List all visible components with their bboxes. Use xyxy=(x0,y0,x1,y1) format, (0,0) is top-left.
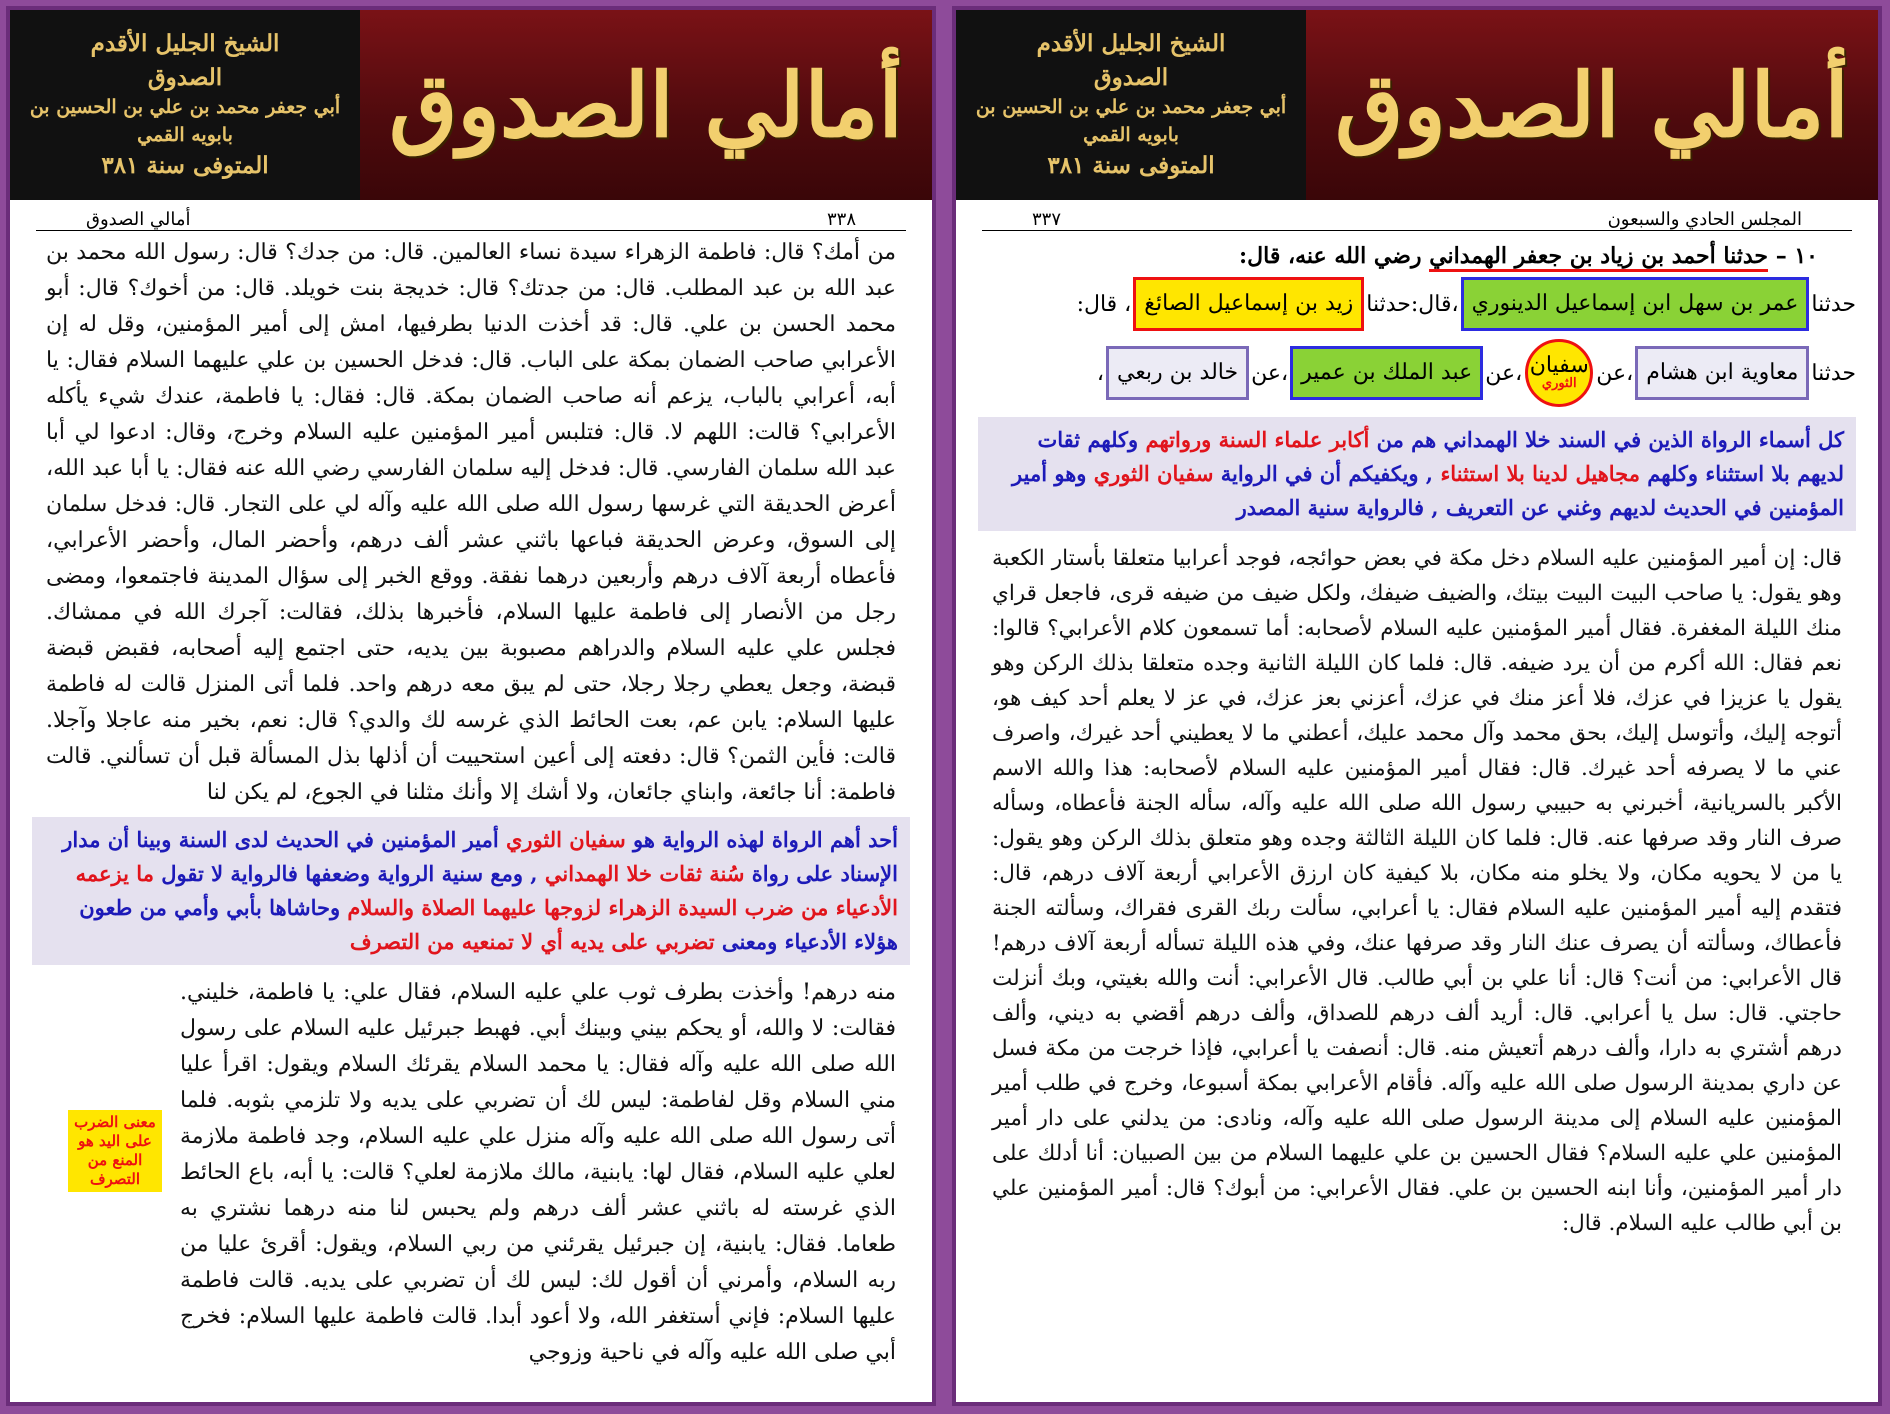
author-line: أبي جعفر محمد بن علي بن الحسين بن بابويه القمي xyxy=(29,96,341,146)
isnad-text: ،عن xyxy=(1251,360,1289,386)
paragraph: منه درهم! وأخذت بطرف ثوب علي عليه السلام، فقال علي: يا فاطمة، خليني. فقالت: لا والله، أو يحكم بيني وبينك أبي. فهبط جبرئيل عليه السلام على رسول الله صلى الله عليه وآله فقال: يا محمد السلام يقرئك السلام ويقول: اقرأ عليا مني السلام وقل لفاطمة: ليس لك أن تضربي على يديه ولا تلزمي بثوبه. فلما أتى رسول الله صلى الله عليه وآله منزل علي عليه السلام، وجد فاطمة ملازمة لعلي عليه السلام، فقال لها: يابنية، مالك ملازمة لعلي؟ قالت: يا أبه، باع الحائط الذي غرسته له باثني عشر ألف درهم ولم يحبس لنا منه درهما نشتري به طعاما. فقال: يابنية، إن جبرئيل يقرئني من ربي السلام، ويقول: أقرئ عليا من ربه السلام، وأمرني أن أقول لك: ليس لك أن تضربي على يديه. قالت فاطمة عليها السلام: فإني أستغفر الله، ولا أعود أبدا. قالت فاطمة عليها السلام: فخرج أبي صلى الله عليه وآله في ناحية وزوجي xyxy=(180,980,896,1365)
author-line: أبي جعفر محمد بن علي بن الحسين بن بابويه القمي xyxy=(975,96,1287,146)
callout-segment: مجاهيل لدينا بلا استثناء xyxy=(1440,461,1640,486)
callout-segment: ما يزعمه الأدعياء من ضرب السيدة الزهراء لزوجها عليهما الصلاة والسلام xyxy=(75,861,898,920)
page-header xyxy=(982,200,1852,231)
callout-segment: كل أسماء الرواة الذين في السند خلا الهمداني هم من xyxy=(1369,427,1844,452)
hadith-number: ١٠ – xyxy=(1775,243,1818,269)
narrator-box: زيد بن إسماعيل الصائغ xyxy=(1133,277,1364,331)
hadith-prefix: حدثنا xyxy=(1716,243,1768,272)
callout-segment: سفيان الثوري xyxy=(1093,461,1214,486)
left-page xyxy=(6,6,936,1406)
callout-segment: أكابر علماء السنة ورواتهم xyxy=(1145,427,1370,452)
callout-segment: وحاشاها بأبي وأمي من طعون هؤلاء الأدعياء ومعنى xyxy=(79,895,898,954)
commentary-callout xyxy=(32,817,910,965)
page-header xyxy=(36,200,906,231)
isnad-text: ،عن xyxy=(1485,360,1523,386)
banner-title: أمالي الصدوق xyxy=(1306,10,1878,200)
book-banner xyxy=(956,10,1878,200)
banner-title: أمالي الصدوق xyxy=(360,10,932,200)
callout-segment: أمير المؤمنين في الحديث لدى السنة وبينا أن مدار الإسناد على رواة xyxy=(62,827,898,886)
isnad-row-1 xyxy=(978,277,1856,331)
callout-segment: تضربي على يديه xyxy=(570,929,715,954)
callout-segment: أي لا تمنعيه من التصرف xyxy=(349,929,571,954)
author-line: الشيخ الجليل الأقدم xyxy=(90,30,280,58)
author-line: الصدوق xyxy=(147,63,223,91)
body-text xyxy=(956,537,1878,1241)
isnad-text: ،قال:حدثنا xyxy=(1366,291,1459,317)
paragraph: من أمك؟ قال: فاطمة الزهراء سيدة نساء العالمين. قال: من جدك؟ قال: رسول الله محمد بن عبد الله بن عبد المطلب. قال: من جدتك؟ قال: خديجة بنت خويلد. قال: من أخوك؟ قال: أبو محمد الحسن بن علي. قال: قد أخذت الدنيا بطرفيها، امش إلى أمير المؤمنين، وقل له إن الأعرابي صاحب الضمان بمكة على الباب. قال: فدخل الحسين بن علي عليهما السلام فقال: يا أبه، أعرابي بالباب، يزعم أنه صاحب الضمان بمكة. قال: فقال: يا فاطمة، عندك شيء يأكله الأعرابي؟ قالت: اللهم لا. قال: فتلبس أمير المؤمنين عليه السلام وخرج، وقال: ادعوا لي أبا عبد الله سلمان الفارسي. قال: فدخل إليه سلمان الفارسي رضي الله عنه فقال: يا أبا عبد الله، أعرض الحديقة التي غرسها رسول الله صلى الله عليه وآله لي على التجار. قال: فدخل سلمان إلى السوق، وعرض الحديقة فباعها باثني عشر ألف درهم، وأحضر المال، وأحضر الأعرابي، فأعطاه أربعة آلاف درهم وأربعين درهما نفقة. ووقع الخبر إلى سؤال المدينة فاجتمعوا، ومضى رجل من الأنصار إلى فاطمة عليها السلام، فأخبرها بذلك، فقالت: آجرك الله في ممشاك. فجلس علي عليه السلام والدراهم مصبوبة بين يديه، حتى اجتمع إليه أصحابه، فقبض قبضة قبضة، وجعل يعطي رجلا رجلا، حتى لم يبق معه درهم واحد. فلما أتى المنزل قالت له فاطمة عليها السلام: يابن عم، بعت الحائط الذي غرسه لك والدي؟ قال: نعم، بخير منه عاجلا وآجلا. قالت: فأين الثمن؟ قال: دفعته إلى أعين استحييت أن أذلها بذل المسألة قبل أن تسألني. قالت فاطمة: أنا جائعة، وابناي جائعان، ولا أشك إلا وأنك مثلنا في الجوع، لم يكن لنا xyxy=(46,240,897,805)
commentary-callout xyxy=(978,417,1856,531)
banner-author-block xyxy=(10,10,360,200)
isnad-text: ، xyxy=(1096,360,1104,386)
callout-segment: وهو أمير المؤمنين في الحديث لديهم وغني عن التعريف , فالرواية سنية المصدر xyxy=(1012,461,1844,520)
callout-segment: , ومع سنية الرواية وضعفها فالرواية لا تقول xyxy=(153,861,545,886)
author-line: الشيخ الجليل الأقدم xyxy=(1036,30,1226,58)
isnad-text: ،عن xyxy=(1596,360,1634,386)
callout-segment: وكلهم ثقات لديهم بلا استثناء وكلهم xyxy=(1037,427,1844,486)
callout-segment: , ويكفيكم أن في الرواية xyxy=(1213,461,1441,486)
narrator-box: عمر بن سهل ابن إسماعيل الدينوري xyxy=(1461,277,1810,331)
callout-segment: سُنة ثقات خلا الهمداني xyxy=(544,861,745,886)
hadith-heading xyxy=(1016,243,1818,269)
narrator-box: معاوية ابن هشام xyxy=(1635,346,1809,400)
narrator-box: خالد بن ربعي xyxy=(1106,346,1249,400)
author-line: الصدوق xyxy=(1093,63,1169,91)
body-text xyxy=(10,231,932,811)
isnad-text: حدثنا xyxy=(1811,291,1856,317)
sufyan-subtitle: الثوري xyxy=(1541,376,1577,391)
author-line: المتوفى سنة ٣٨١ xyxy=(1047,152,1215,180)
side-note: معنى الضرب على اليد هو المنع من التصرف xyxy=(68,1110,162,1192)
page-number: ٣٣٧ xyxy=(1032,209,1062,230)
sufyan-circle xyxy=(1525,339,1593,407)
narrator-box: عبد الملك بن عمير xyxy=(1290,346,1483,400)
isnad-text: ، قال: xyxy=(1076,291,1132,317)
book-name: أمالي الصدوق xyxy=(86,209,191,230)
banner-author-block xyxy=(956,10,1306,200)
session-title: المجلس الحادي والسبعون xyxy=(1607,209,1802,230)
callout-segment: سفيان الثوري xyxy=(505,827,626,852)
right-page xyxy=(952,6,1882,1406)
book-banner xyxy=(10,10,932,200)
first-narrator: أحمد بن زياد بن جعفر الهمداني xyxy=(1429,243,1716,272)
isnad-text: حدثنا xyxy=(1811,360,1856,386)
isnad-row-2 xyxy=(978,339,1856,407)
author-line: المتوفى سنة ٣٨١ xyxy=(101,152,269,180)
paragraph: قال: إن أمير المؤمنين عليه السلام دخل مكة في بعض حوائجه، فوجد أعرابيا متعلقا بأستار الكعبة وهو يقول: يا صاحب البيت البيت بيتك، والضيف ضيفك، ولكل ضيف من ضيفه قرى، فاجعل قراي منك الليلة المغفرة. فقال أمير المؤمنين عليه السلام لأصحابه: أما تسمعون كلام الأعرابي؟ قالوا: نعم فقال: الله أكرم من أن يرد ضيفه. قال: فلما كان الليلة الثانية وجده متعلقا بذلك الركن وهو يقول يا عزيزا في عزك، فلا أعز منك في عزك، أعزني بعز عزك، في عز لا يعلم أحد كيف هو، أتوجه إليك، وأتوسل إليك، بحق محمد وآل محمد عليك، أعطني ما لا يعطيني أحد غيرك، واصرف عني ما لا يصرفه أحد غيرك. قال: فقال أمير المؤمنين عليه السلام لأصحابه: هذا والله الاسم الأكبر بالسريانية، أخبرني به حبيبي رسول الله صلى الله عليه وآله، سأله الجنة فأعطاه، وسأله صرف النار وقد صرفها عنه. قال: فلما كان الليلة الثالثة وجده وهو متعلق بذلك الركن وهو يقول: يا من لا يحويه مكان، ولا يخلو منه مكان، بلا كيفية كان ارزق الأعرابي أربعة آلاف درهم، قال: فتقدم إليه أمير المؤمنين عليه السلام فقال: يا أعرابي، سألت ربك القرى فقراك، وسألته الجنة فأعطاك، وسألته أن يصرف عنك النار وقد صرفها عنك، وفي هذه الليلة تسأله أربعة آلاف درهم! قال الأعرابي: من أنت؟ قال: أنا علي بن أبي طالب. قال الأعرابي: أنت والله بغيتي، وبك أنزلت حاجتي. قال: سل يا أعرابي. قال: أريد ألف درهم للصداق، وألف درهم أقضي به ديني، وألف درهم أشتري به دارا، وألف درهم أتعيش منه. قال: أنصفت يا أعرابي، فإذا خرجت من مكة فسل عن داري بمدينة الرسول صلى الله عليه وآله. فأقام الأعرابي بمكة أسبوعا، وخرج في طلب أمير المؤمنين عليه السلام إلى مدينة الرسول صلى الله عليه وآله، ونادى: من يدلني على دار أمير المؤمنين علي عليه السلام؟ فقال الحسين بن علي عليهما السلام من بين الصبيان: أنا أدلك على دار أمير المؤمنين، وأنا ابنه الحسين بن علي. فقال الأعرابي: من أبوك؟ قال: أمير المؤمنين علي بن أبي طالب عليه السلام. قال: xyxy=(992,546,1842,1236)
narrator-suffix: رضي الله عنه، قال: xyxy=(1239,243,1430,269)
callout-segment: أحد أهم الرواة لهذه الرواية هو xyxy=(625,827,898,852)
sufyan-name: سفيان xyxy=(1529,353,1589,378)
page-number: ٣٣٨ xyxy=(826,209,856,230)
